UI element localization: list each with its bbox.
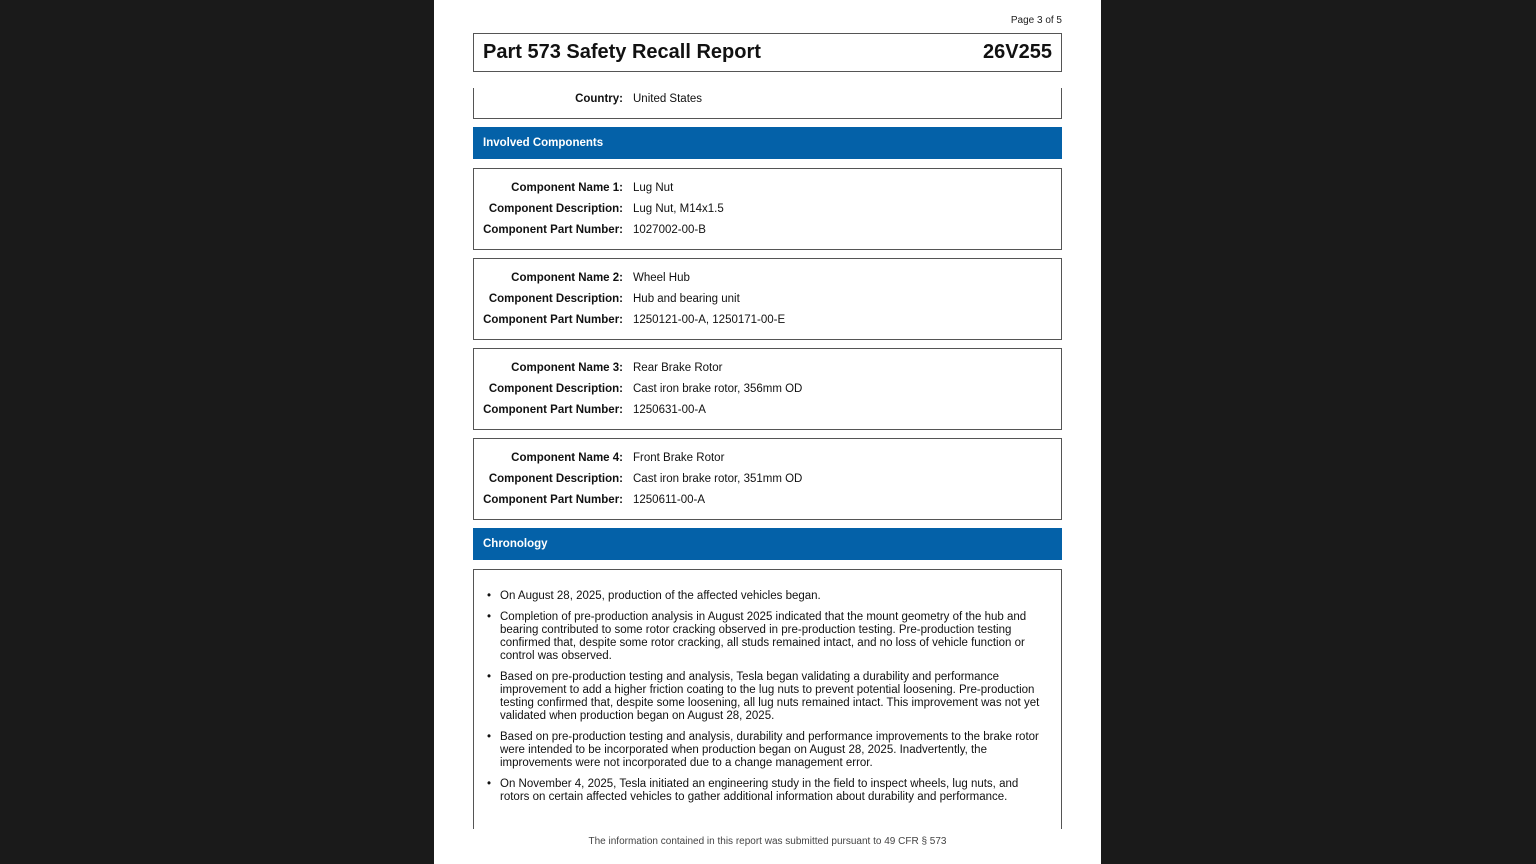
report-page [434, 0, 1101, 864]
component-description-row [483, 383, 802, 395]
component-part-number-value: 1250631-00-A [633, 404, 706, 416]
component-name-value: Wheel Hub [633, 272, 690, 284]
component-box [473, 348, 1062, 430]
component-description-row [483, 203, 724, 215]
component-name-row [483, 452, 724, 464]
chronology-box [473, 569, 1062, 829]
component-description-value: Cast iron brake rotor, 351mm OD [633, 473, 803, 485]
component-description-value: Hub and bearing unit [633, 293, 740, 305]
chronology-item: • On November 4, 2025, Tesla initiated an engineering study in the field to inspect wheels, lug nuts, and rotors on certain affected vehicles to gather additional information about durability and performance. [500, 778, 1045, 804]
component-name-label: Component Name 4: [511, 452, 623, 464]
country-row [483, 93, 702, 105]
component-part-number-value: 1250611-00-A [633, 494, 706, 506]
component-name-label: Component Name 3: [511, 362, 623, 374]
chronology-list [500, 590, 1045, 812]
component-name-label: Component Name 1: [511, 182, 623, 194]
section-involved-components: Involved Components [473, 127, 1062, 159]
component-part-number-label: Component Part Number: [483, 224, 623, 236]
component-part-number-row [483, 224, 706, 236]
component-name-label: Component Name 2: [511, 272, 623, 284]
recall-id: 26V255 [983, 41, 1052, 63]
country-label: Country: [575, 93, 623, 105]
report-title: Part 573 Safety Recall Report [483, 41, 761, 63]
component-name-row [483, 272, 690, 284]
component-description-label: Component Description: [488, 473, 623, 485]
component-part-number-value: 1250121-00-A, 1250171-00-E [633, 314, 786, 326]
component-box [473, 258, 1062, 340]
component-description-row [483, 473, 802, 485]
component-description-label: Component Description: [488, 293, 623, 305]
component-name-value: Front Brake Rotor [633, 452, 725, 464]
chronology-item: • Based on pre-production testing and analysis, durability and performance improvements to the brake rotor were intended to be incorporated when production began on August 28, 2025. Inadvertently, the improvements were not incorporated due to a change management error. [500, 731, 1045, 770]
component-part-number-row [483, 494, 705, 506]
component-description-label: Component Description: [488, 203, 623, 215]
section-chronology: Chronology [473, 528, 1062, 560]
component-part-number-row [483, 404, 706, 416]
component-part-number-label: Component Part Number: [483, 314, 623, 326]
page-number: Page 3 of 5 [1010, 15, 1062, 26]
component-description-row [483, 293, 740, 305]
component-name-row [483, 182, 673, 194]
component-part-number-label: Component Part Number: [483, 404, 623, 416]
component-part-number-row [483, 314, 785, 326]
component-description-value: Lug Nut, M14x1.5 [633, 203, 724, 215]
component-box [473, 168, 1062, 250]
component-name-value: Lug Nut [633, 182, 674, 194]
chronology-item: • Based on pre-production testing and analysis, Tesla began validating a durability and performance improvement to add a higher friction coating to the lug nuts to prevent potential loosening. Pre-production testing confirmed that, despite some loosening, all lug nuts remained intact. This improvement was not yet validated when production began on August 28, 2025. [500, 671, 1045, 723]
component-name-value: Rear Brake Rotor [633, 362, 723, 374]
chronology-item: • Completion of pre-production analysis in August 2025 indicated that the mount geometry of the hub and bearing contributed to some rotor cracking observed in pre-production testing. Pre-production testing confirmed that, despite some rotor cracking, all studs remained intact, and no loss of vehicle function or control was observed. [500, 611, 1045, 663]
country-box [473, 88, 1062, 119]
component-description-value: Cast iron brake rotor, 356mm OD [633, 383, 803, 395]
report-footer: The information contained in this report was submitted pursuant to 49 CFR § 573 [588, 836, 947, 847]
country-value: United States [633, 93, 703, 105]
report-header [473, 33, 1062, 72]
component-description-label: Component Description: [488, 383, 623, 395]
chronology-item: • On August 28, 2025, production of the affected vehicles began. [500, 590, 1045, 603]
component-part-number-label: Component Part Number: [483, 494, 623, 506]
component-part-number-value: 1027002-00-B [633, 224, 706, 236]
component-box [473, 438, 1062, 520]
component-name-row [483, 362, 722, 374]
